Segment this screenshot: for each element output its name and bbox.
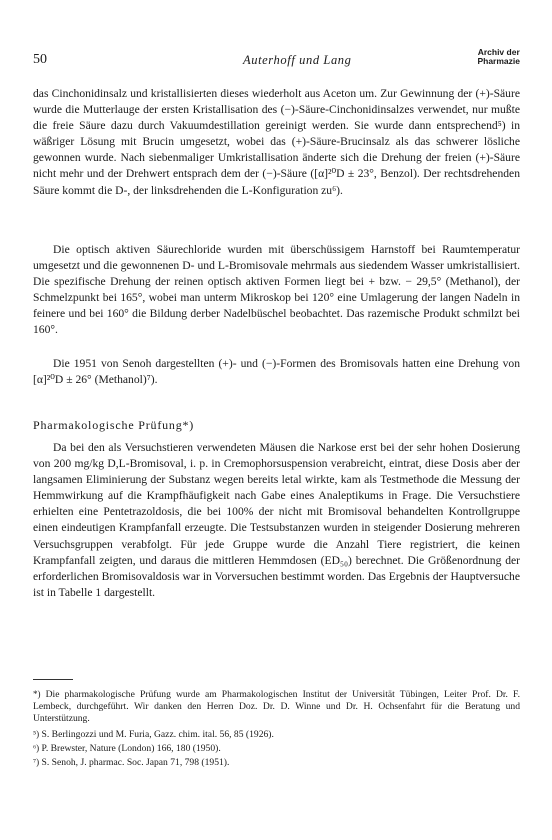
footnote-5: [33, 728, 520, 741]
journal-name: [477, 48, 520, 66]
footnote-star-text: Die pharmakologische Prüfung wurde am Pharmakologischen Institut der Universität Tübingen, Leiter Prof. Dr. F. Lembeck, durchgeführt. Wir danken den Herren Doz. Dr. D. Winne und Dr. H. Ochsenfahrt für die Beratung und Unterstützung.: [33, 689, 520, 725]
running-title: Auterhoff und Lang: [243, 53, 352, 67]
footnote-7: [33, 756, 520, 769]
page-header: [33, 48, 520, 74]
footnote-6-marker: ⁶): [33, 743, 40, 753]
paragraph-1: das Cinchonidinsalz und kristallisierten dieses wiederholt aus Aceton um. Zur Gewinnung der (+)-Säure wurde die Mutterlauge der ersten Kristallisation des (−)-Säure-Cinchonidinsalzes verwendet, nur mußte die freie Säure dazu durch Vakuumdestillation gereinigt werden. Sie wurde dann entsprechend⁵) in wäßriger Lösung mit Brucin umgesetzt, wobei das (+)-Säure-Brucinsalz als das schwerer lösliche gewonnen wurde. Nach siebenmaliger Umkristallisation änderte sich die Drehung der freien (+)-Säure nicht mehr und der Drehwert entsprach dem der (−)-Säure ([α]²⁰D ± 23°, Benzol). Der rechtsdrehenden Säure kommt die D-, der linksdrehenden die L-Konfiguration zu⁶).: [33, 87, 520, 197]
footnote-5-text: S. Berlingozzi und M. Furia, Gazz. chim. ital. 56, 85 (1926).: [41, 729, 274, 740]
footnote-6-text: P. Brewster, Nature (London) 166, 180 (1950).: [41, 743, 221, 754]
footnote-divider: [33, 679, 73, 680]
paragraph-3: Die 1951 von Senoh dargestellten (+)- und (−)-Formen des Bromisovals hatten eine Drehung von [α]²⁰D ± 26° (Methanol)⁷).: [33, 357, 520, 387]
journal-name-line-2: Pharmazie: [477, 56, 520, 66]
journal-name-line-1: Archiv der: [477, 47, 520, 57]
footnote-7-marker: ⁷): [33, 757, 40, 767]
footnote-star-marker: *): [33, 689, 41, 699]
footnote-7-text: S. Senoh, J. pharmac. Soc. Japan 71, 798 (1951).: [41, 757, 230, 768]
page-number: 50: [33, 52, 47, 67]
footnote-star: [33, 688, 520, 726]
footnote-6: [33, 742, 520, 755]
footnote-5-marker: ⁵): [33, 729, 40, 739]
paragraph-2: Die optisch aktiven Säurechloride wurden mit überschüssigem Harnstoff bei Raumtemperatur umgesetzt und die gewonnenen D- und L-Bromisovale mehrmals aus siedendem Wasser umkristallisiert. Die spezifische Drehung der reinen optisch aktiven Formen liegt bei + bzw. − 29,5° (Methanol), der Schmelzpunkt bei 165°, wobei man unterm Mikroskop bei 120° eine Umlagerung der langen Nadeln in feinere und bei 160° die Bildung derber Nadelbüschel beobachtet. Das razemische Produkt schmilzt bei 160°.: [33, 243, 520, 337]
paragraph-4: Da bei den als Versuchstieren verwendeten Mäusen die Narkose erst bei der sehr hohen Dosierung von 200 mg/kg D,L-Bromisoval, i. p. in Cremophorsuspension verabreicht, eintrat, diese Dosis aber der langsamen Eliminierung der Substanz wegen bereits letal wirkte, kam als Testmethode die Messung der Hemmwirkung auf die Krampfhäufigkeit nach Gabe eines Analeptikums in Frage. Die Versuchstiere erhielten eine Pentetrazoldosis, die bei 100% der nicht mit Bromisoval behandelten Kontrollgruppe einen eindeutigen Krampfanfall erzeugte. Die Testsubstanzen wurden in steigender Dosierung mehreren Versuchsgruppen verabfolgt. Für jede Gruppe wurde die Anzahl Tiere registriert, die keinen Krampfanfall zeigten, und daraus die mittleren Hemmdosen (ED₅₀) berechnet. Die Größenordnung der erforderlichen Bromisovaldosis war in Vorversuchen bestimmt worden. Das Ergebnis der Hauptversuche ist in Tabelle 1 dargestellt.: [33, 441, 520, 599]
section-heading: Pharmakologische Prüfung*): [33, 418, 195, 432]
